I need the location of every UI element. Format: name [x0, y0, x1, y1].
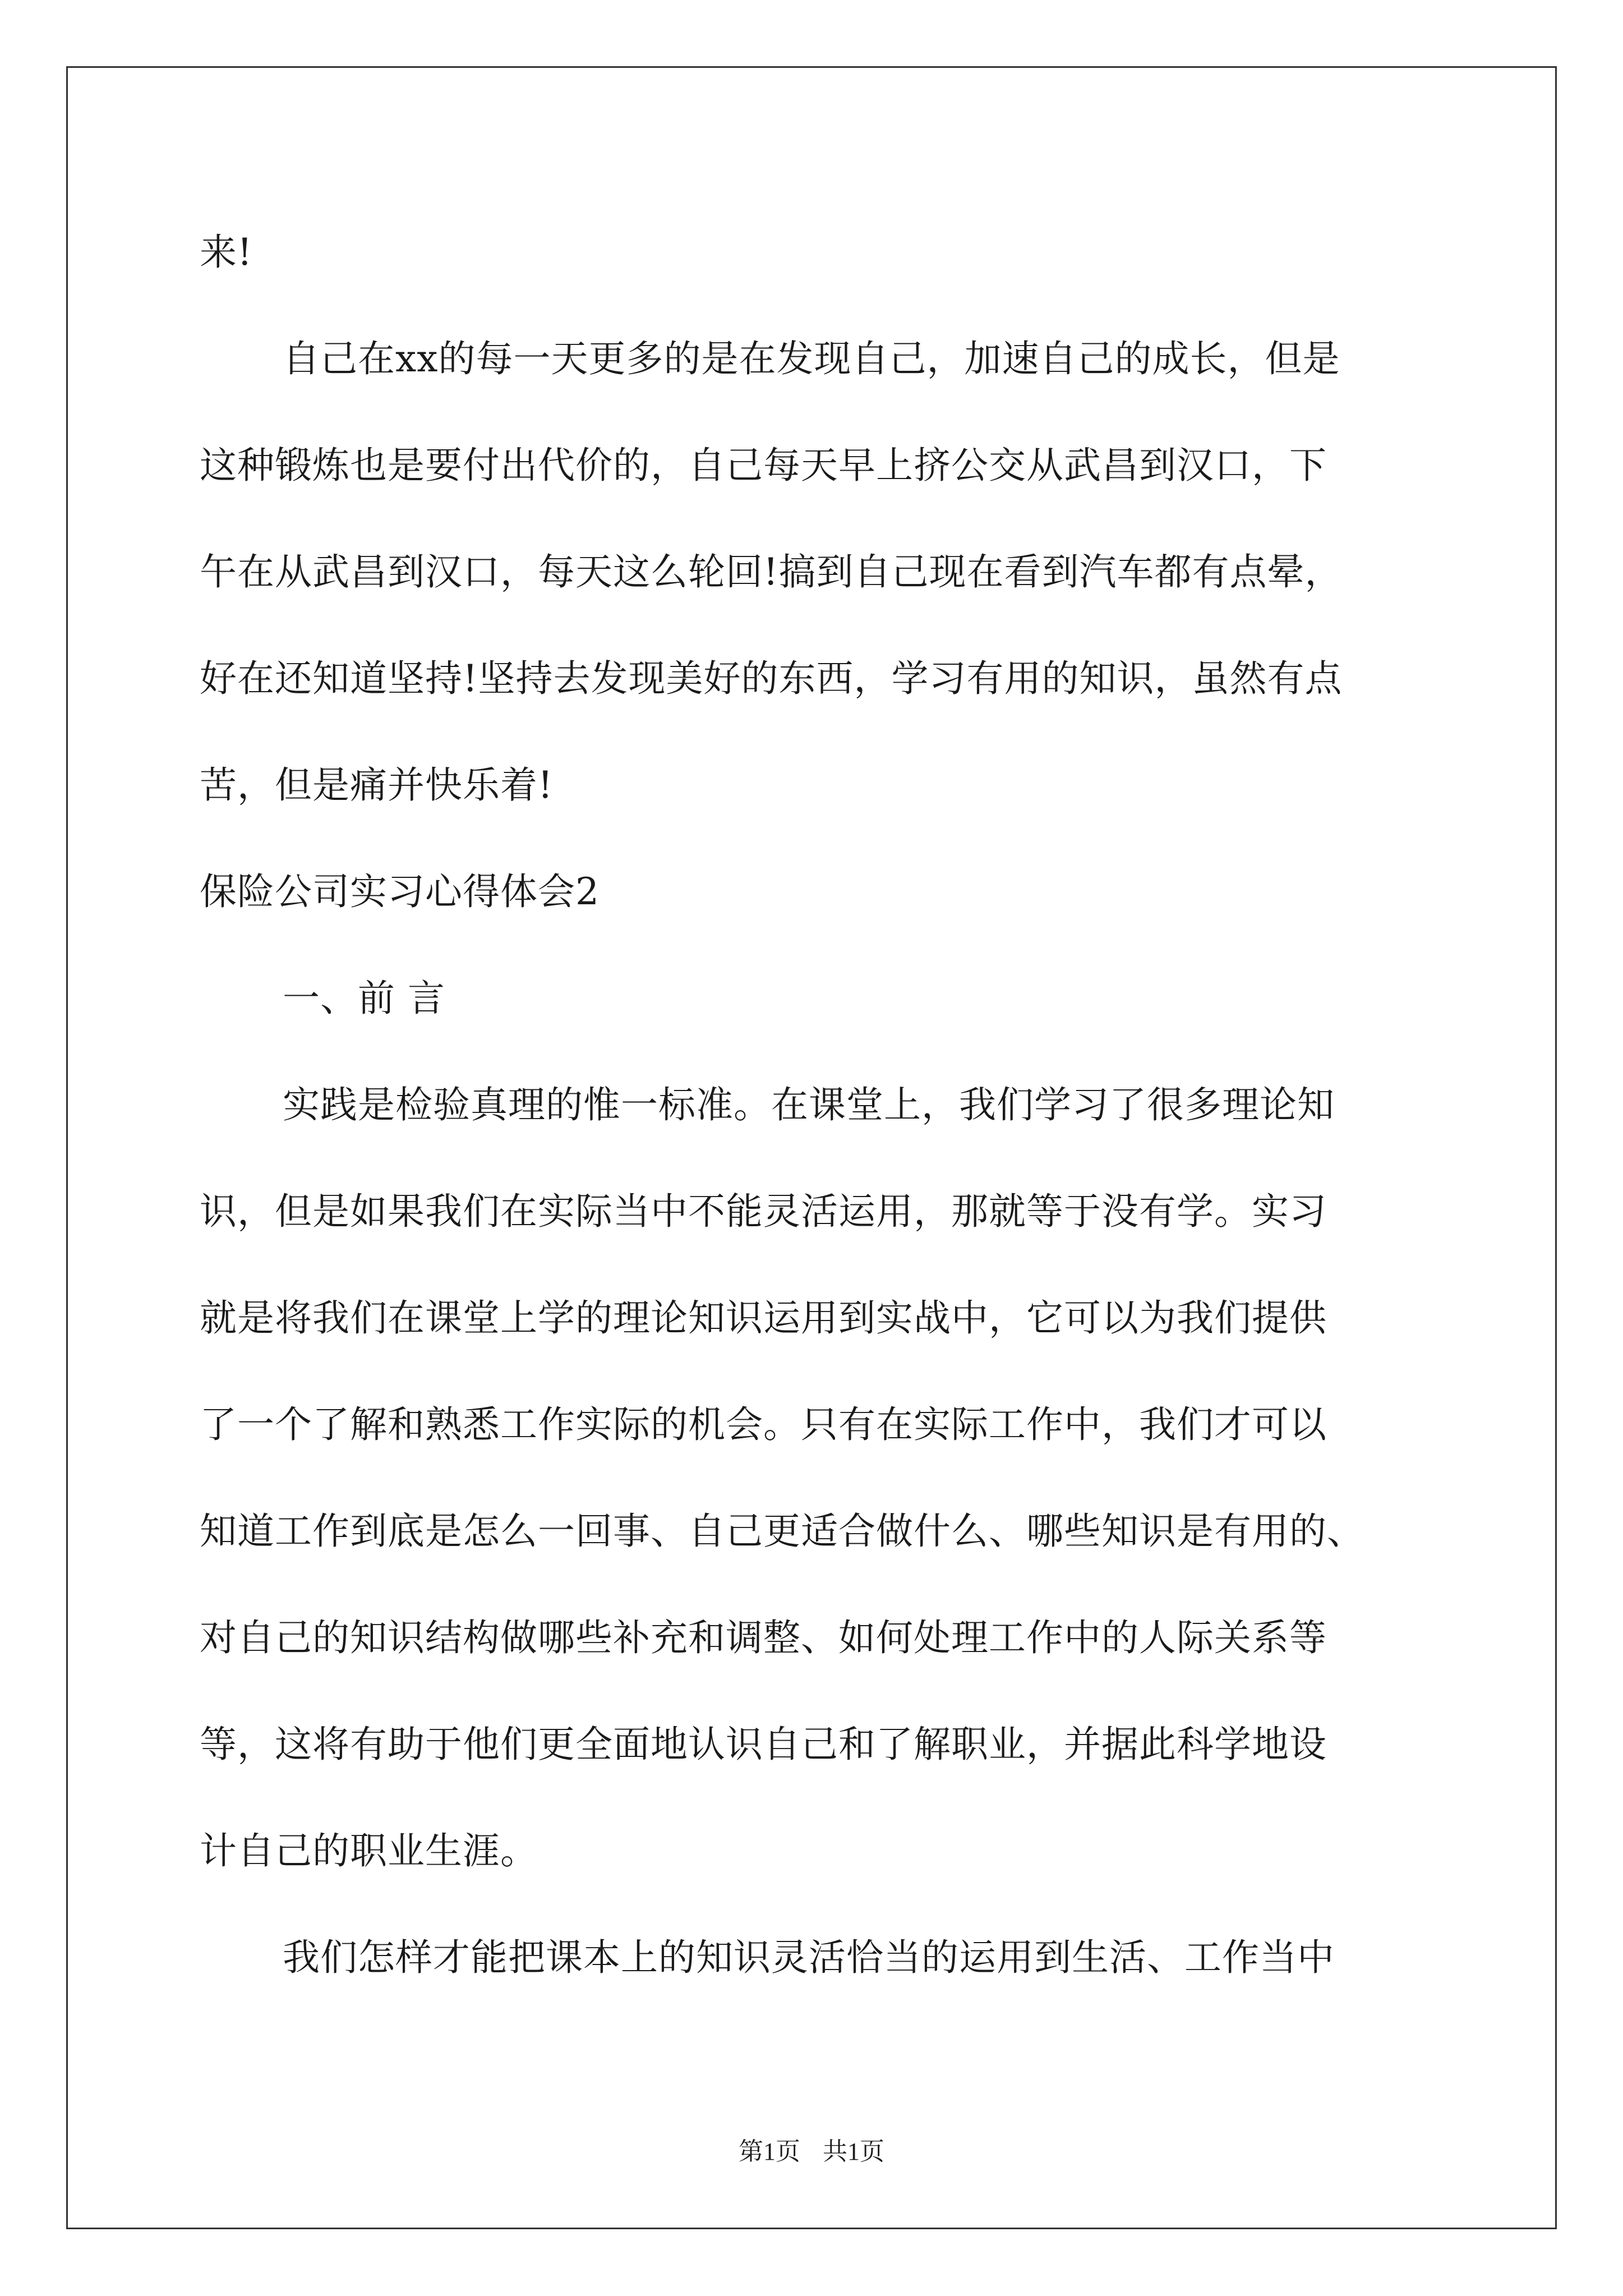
paragraph-line: 等，这将有助于他们更全面地认识自己和了解职业，并据此科学地设 [200, 1723, 1327, 1766]
paragraph-line: 知道工作到底是怎么一回事、自己更适合做什么、哪些知识是有用的、 [200, 1510, 1364, 1553]
paragraph-line: 苦，但是痛并快乐着! [200, 763, 554, 807]
paragraph-line: 计自己的职业生涯。 [200, 1829, 538, 1872]
page-total: 共1页 [823, 2138, 884, 2165]
paragraph-line: 了一个了解和熟悉工作实际的机会。只有在实际工作中，我们才可以 [200, 1403, 1327, 1446]
paragraph-line: 来! [200, 231, 253, 274]
section-title: 保险公司实习心得体会2 [200, 870, 600, 913]
paragraph-line: 好在还知道坚持!坚持去发现美好的东西，学习有用的知识，虽然有点 [200, 657, 1343, 700]
paragraph-line: 午在从武昌到汉口，每天这么轮回!搞到自己现在看到汽车都有点晕， [200, 550, 1343, 593]
page-number: 第1页 [739, 2138, 800, 2165]
paragraph-line: 对自己的知识结构做哪些补充和调整、如何处理工作中的人际关系等 [200, 1616, 1327, 1659]
paragraph-line: 实践是检验真理的惟一标准。在课堂上，我们学习了很多理论知 [283, 1083, 1335, 1126]
subsection-heading: 一、前 言 [283, 977, 445, 1020]
paragraph-line: 就是将我们在课堂上学的理论知识运用到实战中，它可以为我们提供 [200, 1296, 1327, 1340]
page-footer [0, 2136, 1623, 2168]
paragraph-line: 这种锻炼也是要付出代价的，自己每天早上挤公交从武昌到汉口，下 [200, 444, 1327, 487]
paragraph-line: 自己在xx的每一天更多的是在发现自己，加速自己的成长，但是 [283, 337, 1340, 380]
paragraph-line: 我们怎样才能把课本上的知识灵活恰当的运用到生活、工作当中 [283, 1936, 1335, 1979]
paragraph-line: 识，但是如果我们在实际当中不能灵活运用，那就等于没有学。实习 [200, 1190, 1327, 1233]
page-border [66, 66, 1557, 2229]
